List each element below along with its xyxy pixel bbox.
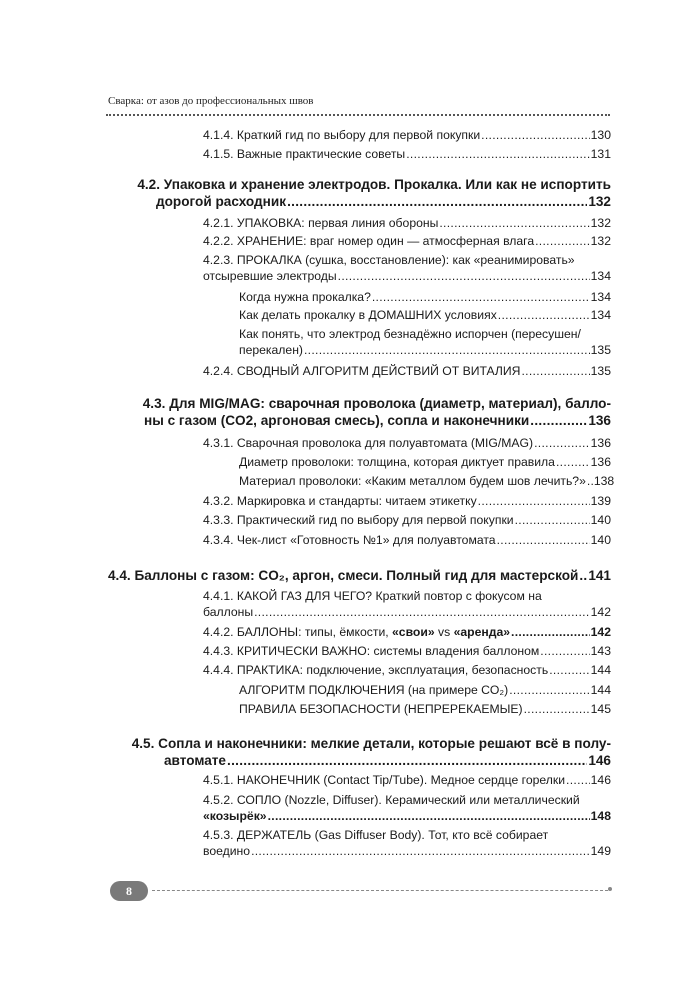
toc-page-number: 132 xyxy=(590,216,611,230)
toc-entry-title: Когда нужна прокалка? xyxy=(239,290,371,304)
toc-entry-4-4-2[interactable] xyxy=(203,625,611,641)
toc-entry-title-bold2: «аренда» xyxy=(453,625,511,639)
toc-section-title-line1: 4.3. Для MIG/MAG: сварочная проволока (диаметр, материал), балло- xyxy=(142,396,611,411)
toc-entry-4-2-1[interactable] xyxy=(203,216,611,232)
toc-entry-4-1-4[interactable] xyxy=(203,128,611,144)
page-number-badge xyxy=(110,881,148,901)
toc-section-title-line1: 4.5. Сопла и наконечники: мелкие детали, которые решают всё в полу- xyxy=(131,736,611,751)
toc-entry-title: 4.3.1. Сварочная проволока для полуавтомата (MIG/MAG) xyxy=(203,436,534,450)
toc-page-number: 144 xyxy=(590,663,611,677)
toc-entry-title: 4.2.2. ХРАНЕНИЕ: враг номер один — атмосферная влага xyxy=(203,234,535,248)
toc-page-number: 134 xyxy=(590,268,611,283)
toc-page-number: 142 xyxy=(590,604,611,619)
toc-entry-title: 4.4.3. КРИТИЧЕСКИ ВАЖНО: системы владения баллоном xyxy=(203,644,540,658)
toc-entry-title-mid: vs xyxy=(434,625,454,639)
toc-entry-4-2-3[interactable] xyxy=(203,253,611,284)
toc-entry-title: 4.5.1. НАКОНЕЧНИК (Contact Tip/Tube). Медное сердце горелки xyxy=(203,773,566,787)
toc-section-title: 4.4. Баллоны с газом: CO₂, аргон, смеси. Полный гид для мастерской xyxy=(108,568,579,583)
toc-entry-title: Как делать прокалку в ДОМАШНИХ условиях xyxy=(239,308,497,322)
toc-entry-title-line2: воедино xyxy=(203,843,251,858)
toc-entry-4-3-1[interactable] xyxy=(203,436,611,452)
footer-divider-end-dot xyxy=(608,887,612,891)
toc-page-number: 146 xyxy=(590,773,611,787)
toc-entry-title-line2: перекален) xyxy=(239,342,303,357)
toc-entry-title-line2: «козырёк» xyxy=(203,808,267,823)
toc-entry-title-line1: 4.4.1. КАКОЙ ГАЗ ДЛЯ ЧЕГО? Краткий повтор с фокусом на xyxy=(203,589,542,603)
toc-entry-title-line1: 4.5.2. СОПЛО (Nozzle, Diffuser). Керамический или металлический xyxy=(203,793,580,807)
toc-entry-title-line2: баллоны xyxy=(203,604,254,619)
toc-page-number: 140 xyxy=(590,513,611,527)
toc-entry-title: 4.2.1. УПАКОВКА: первая линия обороны xyxy=(203,216,439,230)
toc-page-number: 135 xyxy=(590,342,611,357)
toc-entry-4-5-1[interactable] xyxy=(203,773,611,789)
toc-entry-title: 4.4.2. БАЛЛОНЫ: типы, ёмкости, xyxy=(203,625,393,639)
toc-entry-title: 4.3.3. Практический гид по выбору для первой покупки xyxy=(203,513,514,527)
toc-entry-title-line1: 4.5.3. ДЕРЖАТЕЛЬ (Gas Diffuser Body). Тот, кто всё собирает xyxy=(203,828,549,842)
toc-entry-4-3-3[interactable] xyxy=(203,513,611,529)
toc-page-number: 143 xyxy=(590,644,611,658)
toc-page-number: 140 xyxy=(590,533,611,547)
toc-entry-title: Материал проволоки: «Каким металлом будем шов лечить?» xyxy=(239,474,586,488)
toc-page-number: 132 xyxy=(588,194,611,209)
toc-entry-4-4-4[interactable] xyxy=(203,663,611,679)
toc-section-title-line2: дорогой расходник xyxy=(156,194,287,209)
toc-entry-spoiled-electrode[interactable] xyxy=(239,327,611,358)
toc-entry-4-4-3[interactable] xyxy=(203,644,611,660)
toc-entry-title: Диаметр проволоки: толщина, которая диктует правила xyxy=(239,455,555,469)
toc-entry-title-bold: «свои» xyxy=(392,625,435,639)
toc-entry-4-5-2[interactable] xyxy=(203,793,611,824)
running-header: Сварка: от азов до профессиональных швов xyxy=(108,95,314,107)
toc-page-number: 146 xyxy=(588,753,611,768)
toc-section-title-line2: автомате xyxy=(164,753,226,768)
toc-entry-title-line1: Как понять, что электрод безнадёжно испорчен (пересушен/ xyxy=(239,327,581,341)
toc-page-number: 130 xyxy=(590,128,611,142)
toc-page-number: 148 xyxy=(590,808,611,823)
toc-page-number: 136 xyxy=(588,413,611,428)
toc-entry-safety-rules[interactable] xyxy=(239,702,611,718)
toc-entry-title: 4.1.4. Краткий гид по выбору для первой покупки xyxy=(203,128,481,142)
toc-page-number: 142 xyxy=(590,625,611,639)
toc-page-number: 139 xyxy=(590,494,611,508)
toc-entry-4-5-3[interactable] xyxy=(203,828,611,859)
toc-section-4-5[interactable] xyxy=(108,735,611,769)
toc-entry-4-3-2[interactable] xyxy=(203,494,611,510)
toc-entry-4-1-5[interactable] xyxy=(203,147,611,163)
header-divider xyxy=(106,114,610,116)
toc-page-number: 144 xyxy=(590,683,611,697)
toc-entry-title-line1: 4.2.3. ПРОКАЛКА (сушка, восстановление): как «реанимировать» xyxy=(203,253,575,267)
toc-entry-title: 4.4.4. ПРАКТИКА: подключение, эксплуатация, безопасность xyxy=(203,663,549,677)
footer-divider xyxy=(152,890,608,891)
toc-page-number: 131 xyxy=(590,147,611,161)
toc-page-number: 136 xyxy=(590,455,611,469)
toc-entry-title: 4.1.5. Важные практические советы xyxy=(203,147,406,161)
toc-entry-title: АЛГОРИТМ ПОДКЛЮЧЕНИЯ (на примере CO₂) xyxy=(239,683,509,697)
toc-page-number: 132 xyxy=(590,234,611,248)
toc-entry-when-calcination[interactable] xyxy=(239,290,611,306)
toc-entry-4-4-1[interactable] xyxy=(203,589,611,620)
toc-section-4-3[interactable] xyxy=(108,395,611,429)
toc-page-number: 145 xyxy=(590,702,611,716)
toc-entry-title: 4.2.4. СВОДНЫЙ АЛГОРИТМ ДЕЙСТВИЙ ОТ ВИТАЛИЯ xyxy=(203,364,521,378)
toc-page-number: 134 xyxy=(590,308,611,322)
toc-entry-connection-algorithm[interactable] xyxy=(239,683,611,699)
toc-entry-title-line2: отсыревшие электроды xyxy=(203,268,337,283)
toc-entry-4-2-4[interactable] xyxy=(203,364,611,380)
toc-page-number: 138 xyxy=(593,474,615,488)
toc-entry-4-2-2[interactable] xyxy=(203,234,611,250)
toc-entry-wire-material[interactable] xyxy=(239,474,615,490)
toc-entry-title: 4.3.2. Маркировка и стандарты: читаем этикетку xyxy=(203,494,477,508)
toc-section-4-2[interactable] xyxy=(108,176,611,210)
toc-page-number: 149 xyxy=(590,843,611,858)
toc-page-number: 134 xyxy=(590,290,611,304)
toc-entry-title: 4.3.4. Чек-лист «Готовность №1» для полуавтомата xyxy=(203,533,496,547)
toc-entry-home-calcination[interactable] xyxy=(239,308,611,324)
toc-entry-4-3-4[interactable] xyxy=(203,533,611,549)
page-number: 8 xyxy=(126,883,132,898)
toc-page-number: 141 xyxy=(588,568,611,583)
toc-section-title-line1: 4.2. Упаковка и хранение электродов. Прокалка. Или как не испортить xyxy=(137,177,611,192)
toc-entry-wire-diameter[interactable] xyxy=(239,455,611,471)
toc-page-number: 135 xyxy=(590,364,611,378)
toc-section-title-line2: ны с газом (CO2, аргоновая смесь), сопла и наконечники xyxy=(144,413,530,428)
toc-entry-title: ПРАВИЛА БЕЗОПАСНОСТИ (НЕПРЕРЕКАЕМЫЕ) xyxy=(239,702,523,716)
toc-page-number: 136 xyxy=(590,436,611,450)
toc-section-4-4[interactable] xyxy=(108,567,611,584)
